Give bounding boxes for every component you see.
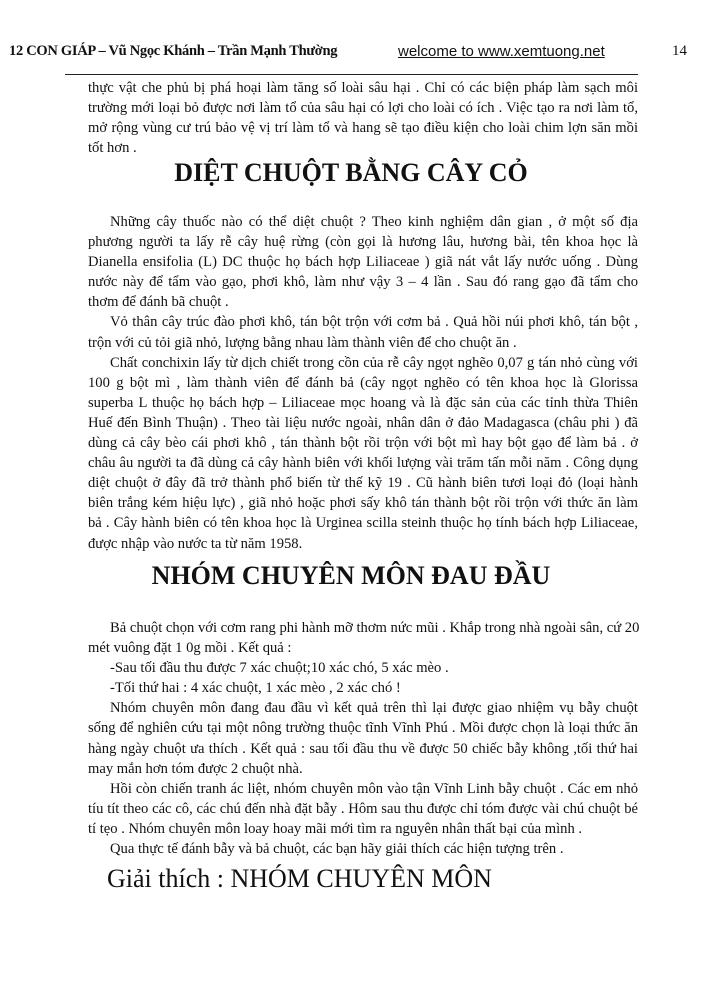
section-1-body <box>88 212 638 554</box>
text-line: trường mới loại bỏ được nơi làm tổ của sâu hại có lợi cho loài có ích . Việc tạo ra nơi làm tổ, <box>88 100 638 117</box>
page-number: 14 <box>672 43 687 59</box>
text-line: -Sau tối đầu thu được 7 xác chuột;10 xác chó, 5 xác mèo . <box>110 660 449 677</box>
paragraph <box>88 839 638 859</box>
section-2-body <box>88 618 638 859</box>
text-line: Vỏ thân cây trúc đào phơi khô, tán bột trộn với cơm bả . Quả hồi núi phơi khô, tán bột , <box>110 314 638 331</box>
text-line: dùng cả cây bèo cái phơi khô , tán thành bột rồi trộn với bột mì hay bột gạo để làm bả . ở <box>88 435 638 452</box>
text-line: tốt hơn . <box>88 140 137 157</box>
paragraph <box>88 312 638 352</box>
text-line: phương người ta lấy rễ cây huệ rừng (còn gọi là hương lâu, hương bài, tên khoa học là <box>88 234 638 251</box>
text-line: hàng ngày chuột ưa thích . Kết quả : sau tối đầu thu về được 50 chiếc bẫy không ,tối thứ hai <box>88 740 638 757</box>
text-line: tí tẹo . Nhóm chuyên môn loay hoay mãi mới tìm ra nguyên nhân thất bại của mình . <box>88 820 583 837</box>
text-line: Huế đến Bình Thuận) . Theo tài liệu nước ngoài, nhân dân ở đảo Madagasca (châu phi ) đã <box>88 414 638 431</box>
text-line: biên trắng kém hiệu lực) , giã nhỏ hoặc phơi sấy khô tán thành bột rồi trộn với thức ăn làm <box>88 495 638 512</box>
text-line: sống để nghiên cứu tại một nông trường thuộc tĩnh Vĩnh Phú . Mồi được chọn là loại thức ăn <box>88 720 638 737</box>
text-line: trộn với củ tỏi giã nhỏ, lượng bằng nhau làm thành viên để cho chuột ăn . <box>88 334 517 351</box>
text-line: thơm để đánh bã chuột . <box>88 294 229 311</box>
text-line: Dianella ensifolia (L) DC thuộc họ bách hợp Liliaceae ) giã nát vắt lấy nước uống . Dùng <box>88 254 638 271</box>
paragraph <box>88 212 638 312</box>
text-line: diệt chuột ở đây đã trở thành phổ biến từ thế kỹ 19 . Cũ hành biên tươi loại đỏ (loại hành <box>88 475 638 492</box>
text-line: Những cây thuốc nào có thể diệt chuột ? Theo kinh nghiệm dân gian , ở một số địa <box>110 214 638 230</box>
text-line: bả . Cây hành biên có tên khoa học là Urginea scilla steinh thuộc họ tính bách hợp Liliaceae, <box>88 515 638 532</box>
text-line: thực vật che phủ bị phá hoại làm tăng số loài sâu hại . Chỉ có các biện pháp làm sạch môi <box>88 80 638 96</box>
text-line: Chất conchixin lấy từ dịch chiết trong cồn của rễ cây ngọt nghẽo 0,07 g tán nhỏ cùng với <box>110 354 638 371</box>
paragraph <box>88 353 638 554</box>
text-line: tíu tít theo các cô, các chú đến nhà đặt bẫy . Hôm sau thu được chỉ tóm được vài chú chuột bé <box>88 800 638 817</box>
text-line: mở rộng vùng cư trú bảo vệ vị trí làm tổ và hang sẽ tạo điều kiện cho loài chim lợn săn mồi <box>88 120 638 137</box>
website-link[interactable]: welcome to www.xemtuong.net <box>398 43 605 60</box>
text-line: -Tối thứ hai : 4 xác chuột, 1 xác mèo , 2 xác chó ! <box>110 680 401 697</box>
text-line: châu âu người ta đã dùng cả cây hành biên với khối lượng vài trăm tấn mỗi năm . Công dụng <box>88 455 638 472</box>
text-line: may mắn hơn tóm được 2 chuột nhà. <box>88 760 303 777</box>
section-title-1: DIỆT CHUỘT BẰNG CÂY CỎ <box>174 158 528 187</box>
text-line: superba L thuộc họ bách hợp – Liliaceae mọc hoang và là đặc sản của các tỉnh thừa Thiên <box>88 394 638 411</box>
paragraph <box>88 779 638 839</box>
paragraph <box>88 658 638 678</box>
header-divider <box>65 74 638 75</box>
text-line: mét vuông đặt 1 0g mồi . Kết quả : <box>88 640 292 657</box>
section-title-2: NHÓM CHUYÊN MÔN ĐAU ĐẦU <box>151 561 551 590</box>
paragraph <box>88 618 638 658</box>
intro-paragraph <box>88 78 638 158</box>
text-line: Bả chuột chọn với cơm rang phi hành mỡ thơm nức mũi . Khắp trong nhà ngoài sân, cứ 20 <box>110 620 640 636</box>
text-line: 100 g bột mì , làm thành viên để đánh bả (cây ngọt nghẽo có tên khoa học là Glorissa <box>88 374 638 391</box>
paragraph <box>88 78 638 158</box>
explanation-heading: Giải thích : NHÓM CHUYÊN MÔN <box>107 864 492 893</box>
book-title: 12 CON GIÁP – Vũ Ngọc Khánh – Trần Mạnh Thường <box>9 43 338 59</box>
paragraph <box>88 698 638 778</box>
text-line: được nhập vào nước ta từ năm 1958. <box>88 535 303 552</box>
text-line: Hồi còn chiến tranh ác liệt, nhóm chuyên môn vào tận Vĩnh Linh bẫy chuột . Các em nhỏ <box>110 780 638 797</box>
text-line: Nhóm chuyên môn đang đau đầu vì kết quả trên thì lại được giao nhiệm vụ bẫy chuột <box>110 700 638 717</box>
text-line: Qua thực tế đánh bẫy và bả chuột, các bạn hãy giải thích các hiện tượng trên . <box>110 841 564 858</box>
text-line: nước này để tẩm vào gạo, phơi khô, làm như vậy 3 – 4 lần . Sau đó rang gạo đã tẩm cho <box>88 274 638 291</box>
paragraph <box>88 678 638 698</box>
